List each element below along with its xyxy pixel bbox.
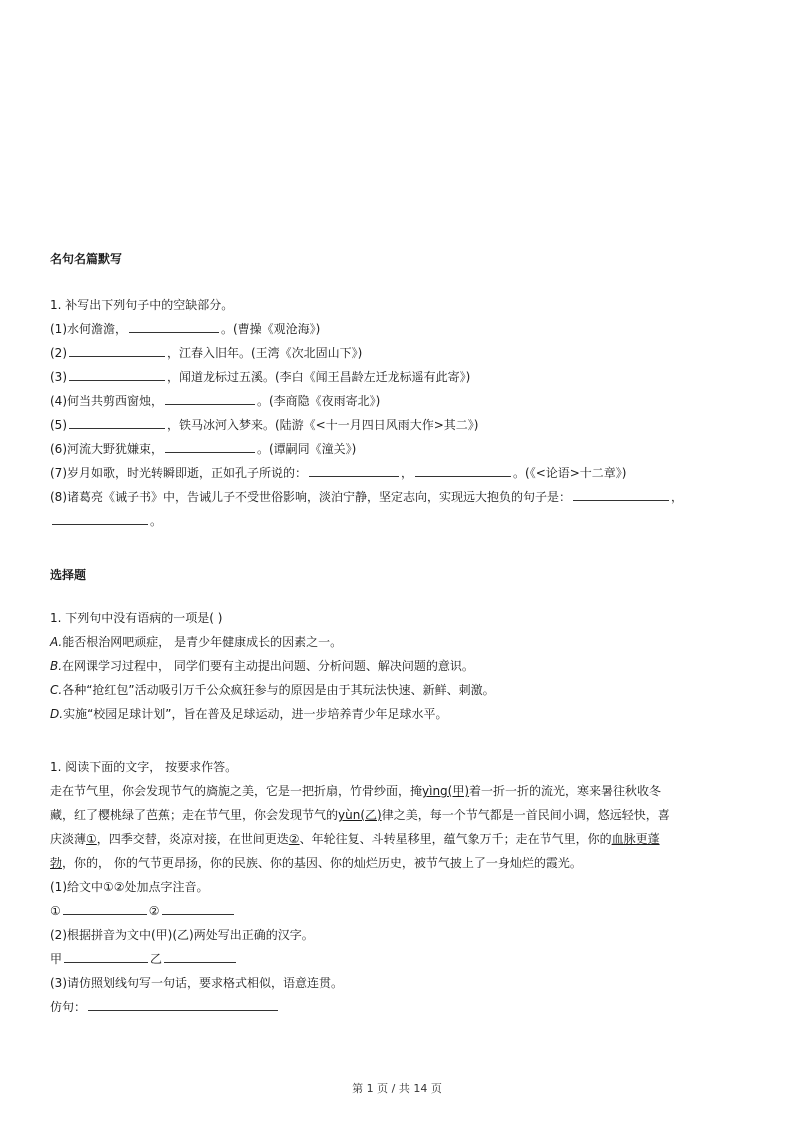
question-stem: 1. 下列句中没有语病的一项是( ) [50, 611, 223, 625]
fill-item-3: (3) ，闻道龙标过五溪。(李白《闻王昌龄左迁龙标遥有此寄》) [50, 365, 750, 389]
passage-line-4: 勃，你的， 你的气节更昂扬，你的民族、你的基因、你的灿烂历史，被节气披上了一身灿烂的霞光。 [50, 856, 582, 870]
sub-question-3: (3)请仿照划线句写一句话，要求格式相似，语意连贯。 [50, 976, 344, 990]
answer-blank[interactable] [69, 366, 165, 381]
sub-answer-3: 仿句： [50, 995, 750, 1019]
option-c[interactable]: C.各种“抢红包”活动吸引万千公众疯狂参与的原因是由于其玩法快速、新鲜、刺激。 [50, 683, 495, 697]
fill-item-1: (1)水何澹澹， 。(曹操《观沧海》) [50, 317, 750, 341]
answer-blank[interactable] [165, 438, 255, 453]
fill-item-8-cont: 。 [50, 509, 750, 533]
answer-blank[interactable] [88, 996, 278, 1011]
answer-blank[interactable] [165, 390, 255, 405]
fill-item-7: (7)岁月如歌，时光转瞬即逝，正如孔子所说的： ， 。(《<论语>十二章》) [50, 461, 750, 485]
answer-blank[interactable] [69, 414, 165, 429]
answer-blank[interactable] [573, 486, 669, 501]
answer-blank[interactable] [69, 342, 165, 357]
section-title-xuanze: 选择题 [50, 568, 87, 582]
answer-blank[interactable] [63, 900, 147, 915]
sub-answer-1: ① ② [50, 899, 750, 923]
answer-blank[interactable] [164, 948, 236, 963]
answer-blank[interactable] [64, 948, 148, 963]
option-d[interactable]: D.实施“校园足球计划”，旨在普及足球运动，进一步培养青少年足球水平。 [50, 707, 448, 721]
sub-question-1: (1)给文中①②处加点字注音。 [50, 880, 209, 894]
passage-line-3: 庆淡薄①，四季交替，炎凉对接，在世间更迭②、年轮往复、斗转星移里，蕴气象万千；走在节气里，你的血脉更蓬 [50, 832, 660, 846]
option-b[interactable]: B.在网课学习过程中， 同学们要有主动提出问题、分析问题、解决问题的意识。 [50, 659, 474, 673]
sub-question-2: (2)根据拼音为文中(甲)(乙)两处写出正确的汉字。 [50, 928, 314, 942]
answer-blank[interactable] [129, 318, 219, 333]
answer-blank[interactable] [162, 900, 234, 915]
fill-item-5: (5) ，铁马冰河入梦来。(陆游《<十一月四日风雨大作>其二》) [50, 413, 750, 437]
passage-line-1: 走在节气里，你会发现节气的旖旎之美，它是一把折扇，竹骨纱面，掩yìng(甲)着一折一折的流光，寒来暑往秋收冬 [50, 784, 662, 798]
question-stem: 1. 补写出下列句子中的空缺部分。 [50, 298, 234, 312]
fill-item-6: (6)河流大野犹嫌束， 。(谭嗣同《潼关》) [50, 437, 750, 461]
passage-line-2: 藏，红了樱桃绿了芭蕉；走在节气里，你会发现节气的yùn(乙)律之美，每一个节气都是一首民间小调，悠远轻快，喜 [50, 808, 670, 822]
option-a[interactable]: A.能否根治网吧顽症， 是青少年健康成长的因素之一。 [50, 635, 343, 649]
fill-item-4: (4)何当共剪西窗烛， 。(李商隐《夜雨寄北》) [50, 389, 750, 413]
section-title-mingju: 名句名篇默写 [50, 252, 123, 266]
answer-blank[interactable] [52, 510, 148, 525]
fill-item-8: (8)诸葛亮《诫子书》中，告诫儿子不受世俗影响，淡泊宁静，坚定志向，实现远大抱负的句子是： ， [50, 485, 750, 509]
answer-blank[interactable] [309, 462, 399, 477]
question-stem: 1. 阅读下面的文字， 按要求作答。 [50, 760, 238, 774]
fill-item-2: (2) ，江春入旧年。(王湾《次北固山下》) [50, 341, 750, 365]
page-footer: 第 1 页 / 共 14 页 [352, 1082, 442, 1095]
sub-answer-2: 甲 乙 [50, 947, 750, 971]
answer-blank[interactable] [415, 462, 511, 477]
